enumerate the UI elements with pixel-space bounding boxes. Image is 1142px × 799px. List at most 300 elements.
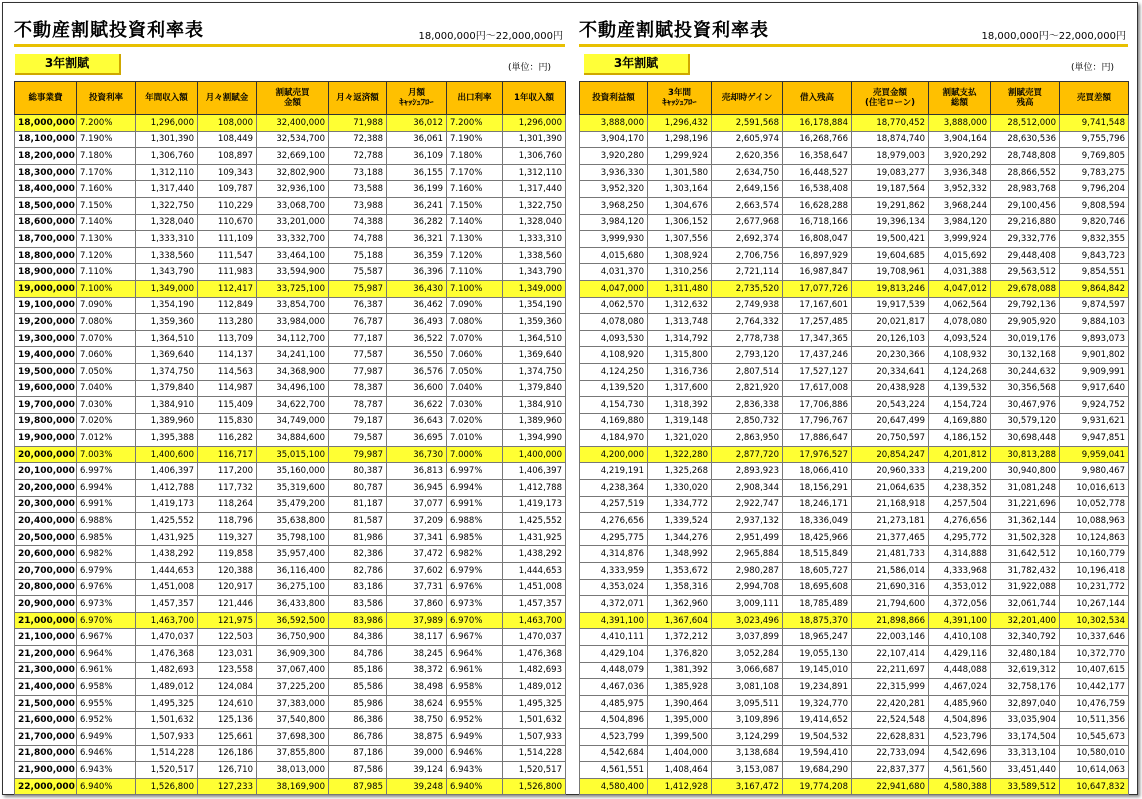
table-cell: 35,319,600	[257, 480, 329, 497]
table-row	[580, 712, 1129, 729]
table-cell: 4,062,564	[929, 297, 991, 314]
table-cell: 1,362,960	[648, 596, 712, 613]
table-cell: 2,634,750	[712, 164, 783, 181]
table-cell: 3,936,348	[929, 164, 991, 181]
table-cell: 122,503	[198, 629, 257, 646]
table-cell: 1,349,000	[136, 280, 198, 297]
table-cell: 4,219,200	[929, 463, 991, 480]
table-cell: 76,787	[329, 314, 387, 331]
table-cell: 1,399,500	[648, 728, 712, 745]
table-cell: 35,160,000	[257, 463, 329, 480]
table-cell: 34,241,100	[257, 347, 329, 364]
table-cell: 3,999,924	[929, 231, 991, 248]
table-cell: 73,188	[329, 164, 387, 181]
table-cell: 36,945	[387, 480, 447, 497]
table-cell: 4,448,088	[929, 662, 991, 679]
table-row	[15, 280, 566, 297]
table-row	[15, 496, 566, 513]
table-cell: 18,500,000	[15, 197, 77, 214]
table-row	[580, 546, 1129, 563]
table-cell: 21,400,000	[15, 679, 77, 696]
table-cell: 1,322,750	[136, 197, 198, 214]
price-range: 18,000,000円～22,000,000円	[981, 31, 1126, 42]
table-cell: 1,343,790	[503, 264, 566, 281]
table-cell: 1,339,524	[648, 513, 712, 530]
table-cell: 10,160,779	[1060, 546, 1129, 563]
table-cell: 37,989	[387, 612, 447, 629]
table-cell: 4,139,532	[929, 380, 991, 397]
table-row	[580, 380, 1129, 397]
table-row	[15, 762, 566, 779]
table-row	[580, 496, 1129, 513]
table-cell: 10,016,613	[1060, 480, 1129, 497]
table-cell: 18,400,000	[15, 181, 77, 198]
price-range: 18,000,000円～22,000,000円	[418, 31, 563, 42]
table-cell: 21,900,000	[15, 762, 77, 779]
table-cell: 2,663,574	[712, 197, 783, 214]
table-cell: 1,306,760	[136, 148, 198, 165]
installment-term-label: 3年割賦	[584, 54, 690, 75]
table-cell: 9,874,597	[1060, 297, 1129, 314]
table-cell: 1,507,933	[136, 728, 198, 745]
table-cell: 19,300,000	[15, 330, 77, 347]
table-row	[580, 347, 1129, 364]
table-row	[580, 629, 1129, 646]
table-cell: 4,062,570	[580, 297, 648, 314]
table-cell: 6.940%	[77, 778, 136, 795]
table-cell: 17,706,886	[783, 397, 852, 414]
table-cell: 82,786	[329, 563, 387, 580]
table-cell: 7.150%	[77, 197, 136, 214]
table-row	[15, 745, 566, 762]
table-cell: 3,167,472	[712, 778, 783, 795]
table-cell: 7.050%	[447, 363, 503, 380]
table-cell: 19,813,246	[852, 280, 929, 297]
table-cell: 32,669,100	[257, 148, 329, 165]
table-cell: 38,117	[387, 629, 447, 646]
table-cell: 22,211,697	[852, 662, 929, 679]
table-cell: 21,898,866	[852, 612, 929, 629]
table-cell: 19,291,862	[852, 197, 929, 214]
table-row	[580, 231, 1129, 248]
table-cell: 22,107,414	[852, 646, 929, 663]
table-row	[580, 446, 1129, 463]
table-cell: 1,306,152	[648, 214, 712, 231]
table-cell: 85,986	[329, 695, 387, 712]
table-cell: 17,437,246	[783, 347, 852, 364]
table-cell: 7.012%	[77, 430, 136, 447]
table-row	[15, 546, 566, 563]
table-cell: 16,358,647	[783, 148, 852, 165]
table-cell: 37,209	[387, 513, 447, 530]
table-cell: 9,980,467	[1060, 463, 1129, 480]
table-cell: 34,749,000	[257, 413, 329, 430]
table-cell: 19,055,130	[783, 646, 852, 663]
table-cell: 36,592,500	[257, 612, 329, 629]
table-cell: 36,109	[387, 148, 447, 165]
table-cell: 2,937,132	[712, 513, 783, 530]
table-cell: 4,580,388	[929, 778, 991, 795]
table-cell: 1,313,748	[648, 314, 712, 331]
table-cell: 34,368,900	[257, 363, 329, 380]
table-cell: 3,984,120	[929, 214, 991, 231]
table-cell: 17,796,767	[783, 413, 852, 430]
table-cell: 3,984,120	[580, 214, 648, 231]
table-cell: 36,576	[387, 363, 447, 380]
table-cell: 111,547	[198, 247, 257, 264]
table-cell: 4,169,880	[929, 413, 991, 430]
table-row	[15, 264, 566, 281]
table-cell: 4,078,080	[929, 314, 991, 331]
table-cell: 7.040%	[447, 380, 503, 397]
table-cell: 18,336,049	[783, 513, 852, 530]
table-row	[580, 728, 1129, 745]
table-cell: 4,047,000	[580, 280, 648, 297]
table-cell: 7.080%	[447, 314, 503, 331]
column-header: 1年収入額	[503, 82, 566, 115]
table-cell: 1,463,700	[503, 612, 566, 629]
table-cell: 1,412,788	[503, 480, 566, 497]
table-cell: 1,444,653	[503, 563, 566, 580]
table-cell: 108,000	[198, 115, 257, 132]
table-cell: 1,369,640	[136, 347, 198, 364]
table-cell: 6.982%	[77, 546, 136, 563]
table-cell: 1,463,700	[136, 612, 198, 629]
table-cell: 3,138,684	[712, 745, 783, 762]
table-cell: 7.140%	[77, 214, 136, 231]
table-cell: 1,315,800	[648, 347, 712, 364]
table-cell: 112,417	[198, 280, 257, 297]
table-cell: 7.160%	[77, 181, 136, 198]
table-cell: 29,216,880	[991, 214, 1060, 231]
table-cell: 35,957,400	[257, 546, 329, 563]
table-cell: 32,534,700	[257, 131, 329, 148]
table-cell: 18,300,000	[15, 164, 77, 181]
table-cell: 2,994,708	[712, 579, 783, 596]
table-cell: 121,446	[198, 596, 257, 613]
table-cell: 1,514,228	[136, 745, 198, 762]
table-cell: 37,860	[387, 596, 447, 613]
table-cell: 1,438,292	[136, 546, 198, 563]
table-cell: 20,750,597	[852, 430, 929, 447]
table-cell: 1,400,000	[503, 446, 566, 463]
table-cell: 36,430	[387, 280, 447, 297]
table-cell: 6.991%	[77, 496, 136, 513]
table-cell: 4,504,896	[929, 712, 991, 729]
table-cell: 33,854,700	[257, 297, 329, 314]
table-row	[15, 446, 566, 463]
table-cell: 4,429,104	[580, 646, 648, 663]
table-cell: 19,917,539	[852, 297, 929, 314]
table-row	[580, 679, 1129, 696]
table-cell: 10,580,010	[1060, 745, 1129, 762]
table-cell: 4,108,920	[580, 347, 648, 364]
table-cell: 22,524,548	[852, 712, 929, 729]
table-row	[580, 480, 1129, 497]
table-cell: 6.946%	[447, 745, 503, 762]
table-cell: 4,078,080	[580, 314, 648, 331]
table-cell: 109,787	[198, 181, 257, 198]
table-cell: 6.970%	[77, 612, 136, 629]
table-cell: 33,174,504	[991, 728, 1060, 745]
table-cell: 4,580,400	[580, 778, 648, 795]
table-cell: 9,917,640	[1060, 380, 1129, 397]
column-header: 出口利率	[447, 82, 503, 115]
table-row	[15, 712, 566, 729]
table-cell: 2,778,738	[712, 330, 783, 347]
table-row	[15, 297, 566, 314]
table-cell: 10,337,646	[1060, 629, 1129, 646]
table-cell: 2,807,514	[712, 363, 783, 380]
table-cell: 1,367,604	[648, 612, 712, 629]
table-cell: 125,661	[198, 728, 257, 745]
table-row	[15, 629, 566, 646]
table-cell: 36,730	[387, 446, 447, 463]
table-cell: 29,100,456	[991, 197, 1060, 214]
table-cell: 21,690,316	[852, 579, 929, 596]
table-cell: 120,917	[198, 579, 257, 596]
table-cell: 2,980,287	[712, 563, 783, 580]
table-cell: 18,515,849	[783, 546, 852, 563]
table-cell: 73,988	[329, 197, 387, 214]
table-row	[580, 247, 1129, 264]
table-cell: 18,000,000	[15, 115, 77, 132]
table-cell: 39,000	[387, 745, 447, 762]
table-cell: 1,298,196	[648, 131, 712, 148]
table-cell: 1,482,693	[503, 662, 566, 679]
table-cell: 18,246,171	[783, 496, 852, 513]
table-cell: 4,314,876	[580, 546, 648, 563]
table-cell: 113,709	[198, 330, 257, 347]
table-cell: 1,406,397	[136, 463, 198, 480]
table-cell: 1,359,360	[136, 314, 198, 331]
table-cell: 7.000%	[447, 446, 503, 463]
table-cell: 9,901,802	[1060, 347, 1129, 364]
table-cell: 33,035,904	[991, 712, 1060, 729]
table-cell: 38,750	[387, 712, 447, 729]
table-cell: 30,579,120	[991, 413, 1060, 430]
table-cell: 20,400,000	[15, 513, 77, 530]
table-cell: 18,875,370	[783, 612, 852, 629]
table-cell: 20,543,224	[852, 397, 929, 414]
table-cell: 31,221,696	[991, 496, 1060, 513]
table-row	[580, 413, 1129, 430]
table-cell: 36,275,100	[257, 579, 329, 596]
table-cell: 1,296,432	[648, 115, 712, 132]
table-cell: 1,470,037	[503, 629, 566, 646]
table-cell: 18,965,247	[783, 629, 852, 646]
column-header: 売却時ゲイン	[712, 82, 783, 115]
table-cell: 1,501,632	[136, 712, 198, 729]
table-cell: 6.964%	[77, 646, 136, 663]
table-cell: 1,307,556	[648, 231, 712, 248]
table-cell: 3,999,930	[580, 231, 648, 248]
table-cell: 79,987	[329, 446, 387, 463]
table-cell: 36,522	[387, 330, 447, 347]
column-header: 総事業費	[15, 82, 77, 115]
table-row	[15, 314, 566, 331]
table-cell: 1,438,292	[503, 546, 566, 563]
table-row	[580, 513, 1129, 530]
table-cell: 1,451,008	[136, 579, 198, 596]
table-row	[580, 148, 1129, 165]
table-cell: 1,354,190	[503, 297, 566, 314]
table-cell: 119,327	[198, 529, 257, 546]
table-cell: 1,425,552	[136, 513, 198, 530]
table-cell: 75,987	[329, 280, 387, 297]
table-cell: 1,311,480	[648, 280, 712, 297]
table-cell: 1,395,388	[136, 430, 198, 447]
table-cell: 21,300,000	[15, 662, 77, 679]
table-cell: 1,451,008	[503, 579, 566, 596]
table-cell: 6.976%	[77, 579, 136, 596]
table-cell: 1,322,750	[503, 197, 566, 214]
table-cell: 9,909,991	[1060, 363, 1129, 380]
table-cell: 36,282	[387, 214, 447, 231]
table-row	[15, 695, 566, 712]
table-cell: 4,169,880	[580, 413, 648, 430]
table-row	[15, 513, 566, 530]
table-cell: 4,372,071	[580, 596, 648, 613]
table-cell: 6.979%	[447, 563, 503, 580]
table-cell: 21,064,635	[852, 480, 929, 497]
table-cell: 4,257,519	[580, 496, 648, 513]
table-cell: 1,354,190	[136, 297, 198, 314]
table-row	[15, 231, 566, 248]
table-cell: 36,750,900	[257, 629, 329, 646]
table-cell: 1,384,910	[503, 397, 566, 414]
table-cell: 123,031	[198, 646, 257, 663]
table-cell: 36,813	[387, 463, 447, 480]
table-cell: 124,610	[198, 695, 257, 712]
table-cell: 29,563,512	[991, 264, 1060, 281]
table-cell: 4,467,024	[929, 679, 991, 696]
table-cell: 7.190%	[77, 131, 136, 148]
table-cell: 29,332,776	[991, 231, 1060, 248]
table-cell: 36,493	[387, 314, 447, 331]
table-cell: 19,800,000	[15, 413, 77, 430]
table-cell: 1,343,790	[136, 264, 198, 281]
table-cell: 20,854,247	[852, 446, 929, 463]
table-row	[15, 579, 566, 596]
table-cell: 38,624	[387, 695, 447, 712]
table-cell: 36,550	[387, 347, 447, 364]
table-cell: 75,587	[329, 264, 387, 281]
table-cell: 28,983,768	[991, 181, 1060, 198]
table-cell: 3,124,299	[712, 728, 783, 745]
table-cell: 72,388	[329, 131, 387, 148]
table-cell: 10,267,144	[1060, 596, 1129, 613]
table-cell: 3,968,250	[580, 197, 648, 214]
table-cell: 2,692,374	[712, 231, 783, 248]
table-cell: 9,959,041	[1060, 446, 1129, 463]
table-cell: 38,875	[387, 728, 447, 745]
table-cell: 1,376,820	[648, 646, 712, 663]
table-cell: 3,037,899	[712, 629, 783, 646]
table-cell: 4,391,100	[929, 612, 991, 629]
table-cell: 7.070%	[447, 330, 503, 347]
table-row	[15, 728, 566, 745]
table-cell: 21,586,014	[852, 563, 929, 580]
table-cell: 114,137	[198, 347, 257, 364]
table-cell: 7.100%	[77, 280, 136, 297]
table-cell: 37,383,000	[257, 695, 329, 712]
table-cell: 1,501,632	[503, 712, 566, 729]
table-cell: 3,009,111	[712, 596, 783, 613]
table-cell: 6.994%	[77, 480, 136, 497]
table-cell: 2,721,114	[712, 264, 783, 281]
table-cell: 34,622,700	[257, 397, 329, 414]
table-cell: 33,313,104	[991, 745, 1060, 762]
table-cell: 2,749,938	[712, 297, 783, 314]
table-cell: 7.020%	[447, 413, 503, 430]
table-cell: 20,230,366	[852, 347, 929, 364]
table-cell: 6.952%	[447, 712, 503, 729]
table-cell: 9,854,551	[1060, 264, 1129, 281]
table-cell: 1,321,020	[648, 430, 712, 447]
table-cell: 22,837,377	[852, 762, 929, 779]
table-cell: 1,381,392	[648, 662, 712, 679]
table-cell: 9,769,805	[1060, 148, 1129, 165]
table-cell: 4,031,370	[580, 264, 648, 281]
table-cell: 7.200%	[447, 115, 503, 132]
table-cell: 1,312,632	[648, 297, 712, 314]
table-cell: 17,347,365	[783, 330, 852, 347]
table-cell: 115,830	[198, 413, 257, 430]
table-cell: 123,558	[198, 662, 257, 679]
table-row	[15, 563, 566, 580]
title-underline	[579, 44, 1128, 47]
table-cell: 20,438,928	[852, 380, 929, 397]
table-cell: 4,467,036	[580, 679, 648, 696]
table-cell: 74,388	[329, 214, 387, 231]
table-row	[580, 131, 1129, 148]
table-cell: 10,302,534	[1060, 612, 1129, 629]
table-cell: 1,317,440	[503, 181, 566, 198]
table-cell: 1,316,736	[648, 363, 712, 380]
table-cell: 6.976%	[447, 579, 503, 596]
table-cell: 1,301,390	[503, 131, 566, 148]
column-header: 借入残高	[783, 82, 852, 115]
table-cell: 85,186	[329, 662, 387, 679]
table-row	[580, 280, 1129, 297]
table-cell: 30,698,448	[991, 430, 1060, 447]
table-cell: 4,485,960	[929, 695, 991, 712]
table-cell: 3,952,332	[929, 181, 991, 198]
table-cell: 10,052,778	[1060, 496, 1129, 513]
table-cell: 20,300,000	[15, 496, 77, 513]
table-cell: 6.997%	[77, 463, 136, 480]
table-cell: 3,968,244	[929, 197, 991, 214]
table-cell: 22,733,094	[852, 745, 929, 762]
table-cell: 19,324,770	[783, 695, 852, 712]
table-cell: 125,136	[198, 712, 257, 729]
table-cell: 6.988%	[77, 513, 136, 530]
table-cell: 10,407,615	[1060, 662, 1129, 679]
table-cell: 1,312,110	[503, 164, 566, 181]
table-cell: 6.964%	[447, 646, 503, 663]
table-cell: 19,500,421	[852, 231, 929, 248]
table-cell: 1,319,148	[648, 413, 712, 430]
table-cell: 16,628,288	[783, 197, 852, 214]
table-cell: 1,308,924	[648, 247, 712, 264]
table-cell: 4,410,111	[580, 629, 648, 646]
table-cell: 18,156,291	[783, 480, 852, 497]
table-cell: 34,112,700	[257, 330, 329, 347]
table-cell: 16,987,847	[783, 264, 852, 281]
table-cell: 126,186	[198, 745, 257, 762]
table-cell: 77,187	[329, 330, 387, 347]
